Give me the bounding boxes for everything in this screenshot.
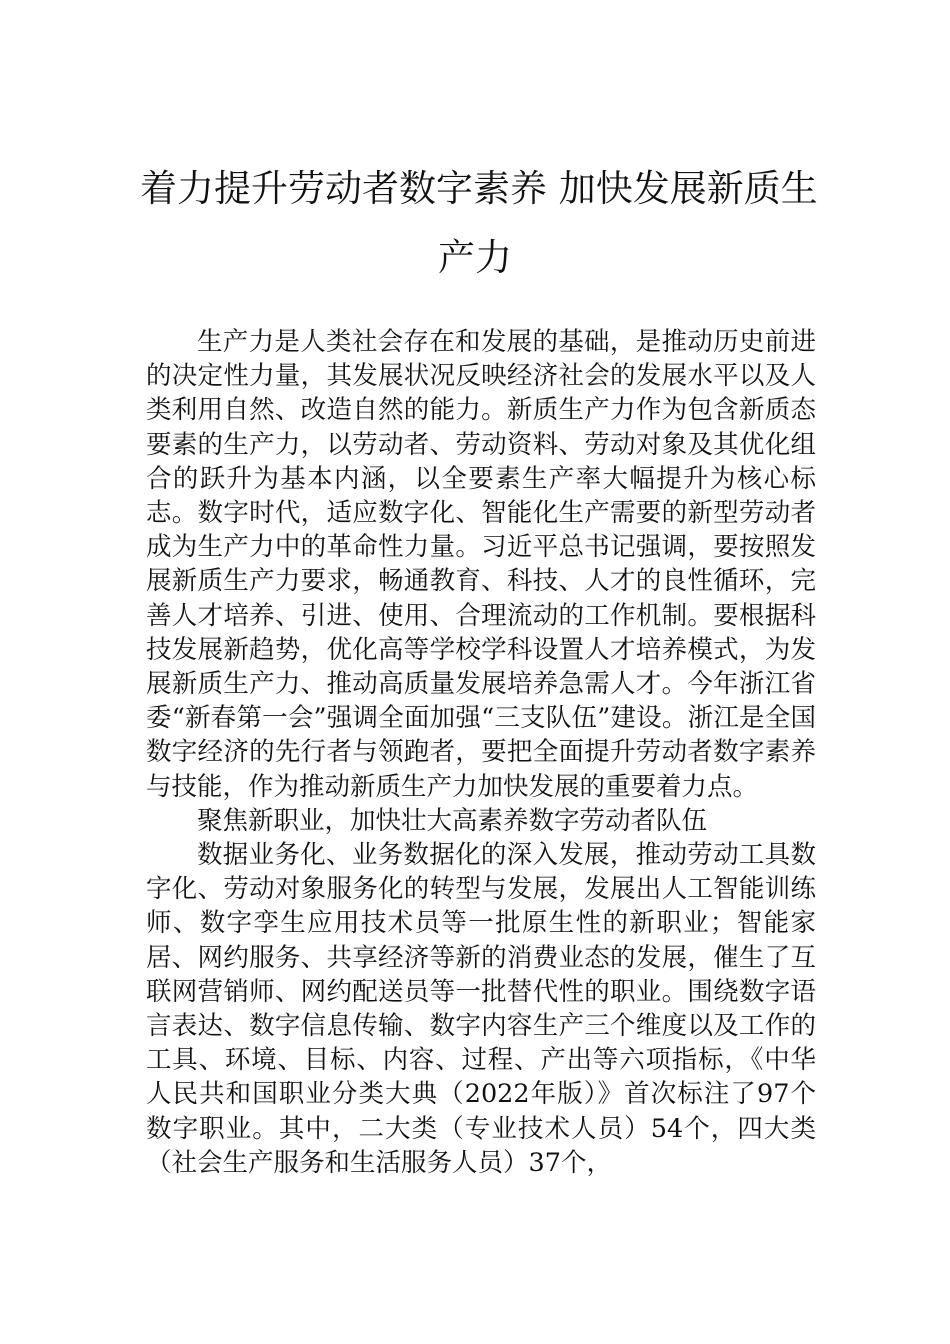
document-body	[146, 325, 816, 1180]
section-heading: 聚焦新职业，加快壮大高素养数字劳动者队伍	[197, 805, 708, 836]
document-title-line-1: 着力提升劳动者数字素养 加快发展新质生	[140, 167, 818, 210]
body-paragraph-intro: 生产力是人类社会存在和发展的基础，是推动历史前进的决定性力量，其发展状况反映经济社会的发展水平以及人类利用自然、改造自然的能力。新质生产力作为包含新质态要素的生产力，以劳动者、劳动资料、劳动对象及其优化组合的跃升为基本内涵，以全要素生产率大幅提升为核心标志。数字时代，适应数字化、智能化生产需要的新型劳动者成为生产力中的革命性力量。习近平总书记强调，要按照发展新质生产力要求，畅通教育、科技、人才的良性循环，完善人才培养、引进、使用、合理流动的工作机制。要根据科技发展新趋势，优化高等学校学科设置人才培养模式，为发展新质生产力、推动高质量发展培养急需人才。今年浙江省委“新春第一会”强调全面加强“三支队伍”建设。浙江是全国数字经济的先行者与领跑者，要把全面提升劳动者数字素养与技能，作为推动新质生产力加快发展的重要着力点。	[146, 327, 816, 802]
body-paragraph-new-occupations: 数据业务化、业务数据化的深入发展，推动劳动工具数字化、劳动对象服务化的转型与发展，发展出人工智能训练师、数字孪生应用技术员等一批原生性的新职业；智能家居、网约服务、共享经济等新的消费业态的发展，催生了互联网营销师、网约配送员等一批替代性的职业。围绕数字语言表达、数字信息传输、数字内容生产三个维度以及工作的工具、环境、目标、内容、过程、产出等六项指标，《中华人民共和国职业分类大典（2022年版）》首次标注了97个数字职业。其中，二大类（专业技术人员）54个，四大类（社会生产服务和生活服务人员）37个，	[146, 840, 816, 1178]
document-title-line-2: 产力	[438, 236, 512, 279]
